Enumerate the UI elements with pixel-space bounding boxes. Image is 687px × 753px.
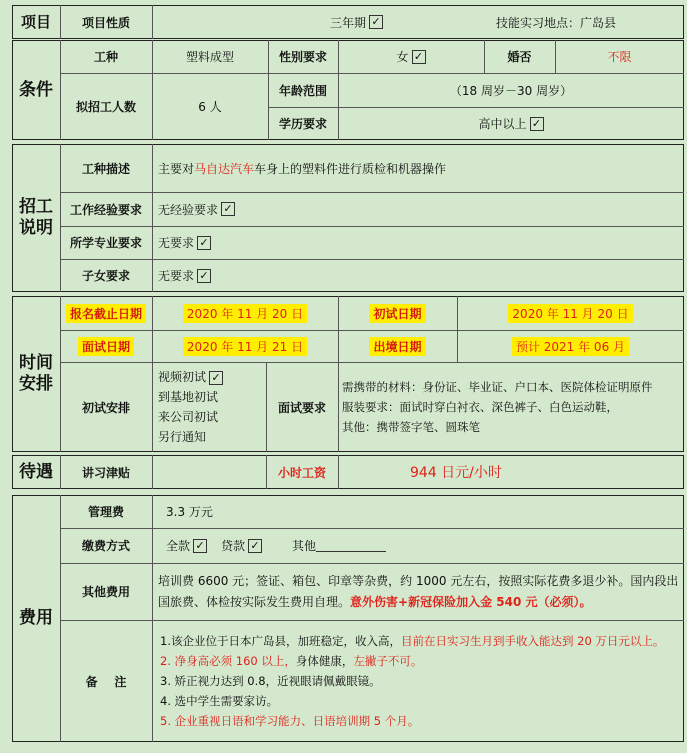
interview-req-item: 其他：携带签字笔、圆珠笔	[342, 420, 480, 434]
job-type-label: 工种	[93, 50, 118, 64]
edu-value	[338, 107, 684, 140]
check-icon: ✓	[369, 15, 383, 29]
interview-date-value	[152, 330, 338, 362]
interview-req-item: 服装要求：面试时穿白衬衣、深色裤子、白色运动鞋，	[342, 400, 618, 414]
pay-label: 缴费方式	[81, 539, 130, 553]
other-value	[158, 563, 680, 620]
check-icon: ✓	[209, 371, 223, 385]
note1-pre: 1.该企业位于日本广岛县，加班稳定，收入高，	[160, 634, 401, 648]
note-item	[160, 631, 664, 651]
major-label: 所学专业要求	[69, 236, 142, 250]
hourly-value: 944 日元/小时	[410, 465, 502, 481]
other-insurance: 意外伤害+新冠保险加入金 540 元（必须）。	[350, 594, 592, 609]
pay-loan: 贷款	[221, 539, 246, 553]
major-text: 无要求	[158, 236, 195, 250]
first-date-value	[457, 296, 684, 330]
depart-date-label	[338, 330, 457, 362]
check-icon: ✓	[197, 236, 211, 250]
notes-list	[154, 620, 684, 742]
depart-date-label-text: 出境日期	[369, 337, 425, 356]
pay-other-blank	[316, 540, 386, 552]
edu-label: 学历要求	[278, 117, 327, 131]
note2-red1: 2. 净身高必须 160 以上，	[160, 654, 296, 668]
check-icon: ✓	[248, 539, 262, 553]
note-item: 4. 选中学生需要家访。	[160, 694, 279, 708]
recruit-value: 6 人	[198, 100, 222, 114]
other-text: 培训费 6600 元；签证、箱包、印章等杂费，约 1000 元左右，按照实际花费多退少补。国内段出国旅费、体检按实际发生费用自理。	[158, 573, 679, 609]
first-arr-item: 另行通知	[158, 430, 207, 444]
term-value	[330, 5, 470, 39]
children-text: 无要求	[158, 269, 195, 283]
location-value: 技能实习地点：广岛县	[496, 15, 617, 30]
note-item	[160, 651, 422, 671]
gender-text: 女	[396, 50, 409, 64]
interview-req-label: 面试要求	[277, 400, 326, 415]
conditions-title: 条件	[19, 79, 53, 100]
interview-req-list	[338, 362, 684, 452]
depart-date-value	[457, 330, 684, 362]
desc-brand: 马自达汽车	[194, 161, 255, 176]
term-text: 三年期	[330, 15, 367, 30]
desc-pre: 主要对	[158, 161, 195, 176]
item-label: 项目	[20, 12, 51, 31]
exp-label: 工作经验要求	[69, 202, 142, 217]
first-date-label-text: 初试日期	[369, 304, 425, 323]
first-arr-item: 视频初试 ✓	[158, 367, 223, 387]
desc-value	[152, 144, 684, 192]
allowance-label: 讲习津贴	[81, 465, 130, 480]
deadline-value	[152, 296, 338, 330]
description-title	[12, 144, 60, 292]
marriage-label: 婚否	[507, 50, 532, 64]
first-arr-list	[152, 362, 266, 452]
age-label: 年龄范围	[278, 83, 327, 98]
major-value	[152, 226, 452, 259]
mgmt-label: 管理费	[87, 505, 124, 519]
edu-text: 高中以上	[478, 117, 527, 131]
pay-full: 全款	[166, 539, 191, 553]
description-title-line1: 招工	[19, 197, 53, 217]
children-value	[152, 259, 452, 292]
interview-date-text: 2020 年 11 月 21 日	[183, 337, 307, 356]
check-icon: ✓	[412, 50, 426, 64]
check-icon: ✓	[197, 269, 211, 283]
exp-text: 无经验要求	[158, 202, 219, 217]
note2-mid: 身体健康，	[295, 654, 354, 668]
note1-red: 目前在日实习生月到手收入能达到 20 万日元以上。	[400, 634, 665, 648]
deadline-label-text: 报名截止日期	[66, 304, 146, 323]
schedule-title-line1: 时间	[19, 353, 53, 373]
nature-label: 项目性质	[81, 15, 130, 30]
fees-title: 费用	[19, 608, 53, 628]
first-date-label	[338, 296, 457, 330]
description-title-line2: 说明	[19, 218, 53, 238]
hourly-label: 小时工资	[277, 465, 326, 480]
pay-other: 其他	[292, 539, 317, 553]
schedule-title	[12, 296, 60, 452]
job-type-value: 塑料成型	[185, 50, 234, 64]
first-arr-item: 来公司初试	[158, 410, 219, 424]
interview-req-item: 需携带的材料：身份证、毕业证、户口本、医院体检证明原件	[342, 380, 653, 394]
children-label: 子女要求	[81, 269, 130, 283]
first-arr-label: 初试安排	[81, 400, 130, 415]
marriage-value: 不限	[607, 50, 632, 64]
first-date-text: 2020 年 11 月 20 日	[508, 304, 632, 323]
deadline-text: 2020 年 11 月 20 日	[183, 304, 307, 323]
note-item: 5. 企业重视日语和学习能力、日语培训期 5 个月。	[160, 714, 420, 728]
treatment-title: 待遇	[19, 461, 53, 482]
first-arr-item: 到基地初试	[158, 390, 219, 404]
pay-options	[160, 528, 460, 563]
check-icon: ✓	[221, 202, 235, 216]
recruit-label: 拟招工人数	[75, 100, 136, 114]
desc-post: 车身上的塑料件进行质检和机器操作	[254, 161, 447, 176]
deadline-label	[60, 296, 152, 330]
exp-value	[152, 192, 452, 226]
gender-value	[338, 40, 484, 73]
note2-red2: 左撇子不可。	[353, 654, 423, 668]
age-value: （18 周岁－30 周岁）	[449, 83, 573, 98]
gender-label: 性别要求	[278, 50, 327, 64]
depart-date-text: 预计 2021 年 06 月	[512, 337, 629, 356]
check-icon: ✓	[530, 117, 544, 131]
interview-date-label-text: 面试日期	[78, 337, 134, 356]
mgmt-value: 3.3 万元	[166, 505, 213, 519]
other-label: 其他费用	[81, 585, 130, 599]
schedule-title-line2: 安排	[19, 374, 53, 394]
interview-date-label	[60, 330, 152, 362]
desc-label: 工种描述	[81, 161, 130, 176]
note-item: 3. 矫正视力达到 0.8，近视眼请佩戴眼镜。	[160, 674, 381, 688]
check-icon: ✓	[193, 539, 207, 553]
notes-label: 备 注	[85, 674, 127, 689]
